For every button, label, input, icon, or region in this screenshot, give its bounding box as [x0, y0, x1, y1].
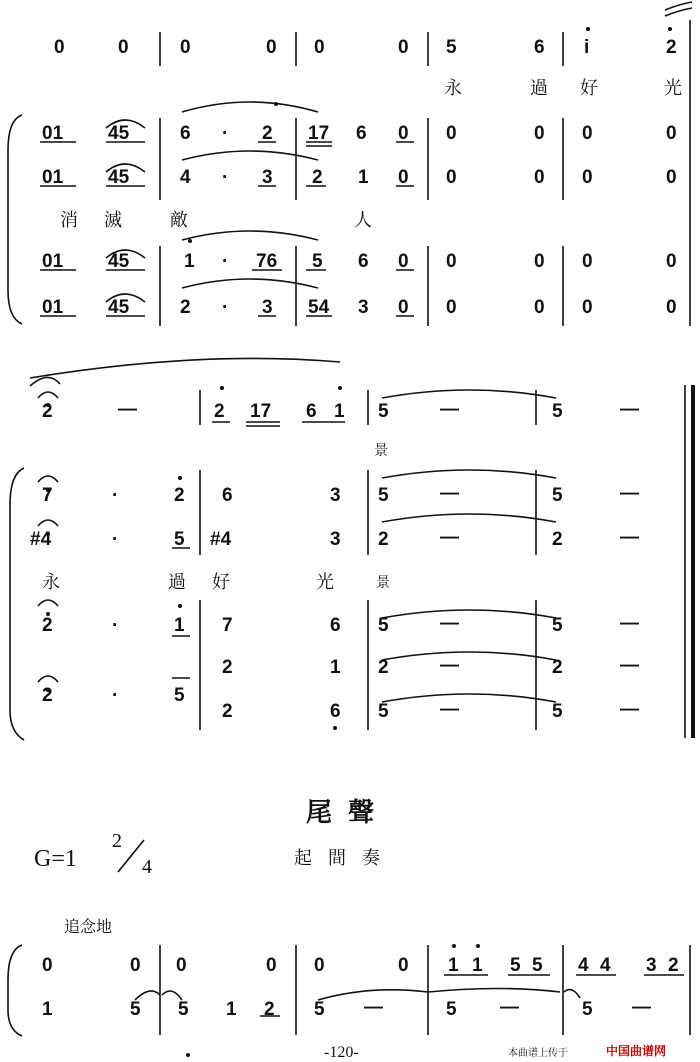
- note: ·: [112, 685, 119, 706]
- note: 5: [178, 999, 189, 1020]
- note: 2: [174, 485, 185, 506]
- note: 2: [222, 701, 233, 722]
- note: 2: [668, 955, 679, 976]
- note: 2: [214, 401, 225, 422]
- note: i: [584, 37, 590, 58]
- note: 2: [552, 529, 563, 550]
- note: 3: [330, 529, 341, 550]
- note: 1: [226, 999, 237, 1020]
- note: 0: [534, 297, 545, 318]
- note: —: [440, 483, 459, 504]
- note: 0: [180, 37, 191, 58]
- note: —: [632, 997, 651, 1018]
- note: —: [440, 699, 459, 720]
- note: 0: [42, 955, 53, 976]
- note: ·: [222, 167, 229, 188]
- note: 0: [666, 167, 677, 188]
- note: 0: [666, 123, 677, 144]
- note: 6: [306, 401, 317, 422]
- note: 2: [262, 123, 273, 144]
- note: 1: [448, 955, 459, 976]
- note: 4: [578, 955, 589, 976]
- note: 0: [534, 251, 545, 272]
- note: ·: [222, 297, 229, 318]
- note: 5: [552, 615, 563, 636]
- note: 1: [358, 167, 369, 188]
- note: 5: [314, 999, 325, 1020]
- lyric: 好: [580, 78, 598, 99]
- note: —: [440, 613, 459, 634]
- note: 0: [118, 37, 129, 58]
- note: 3: [646, 955, 657, 976]
- lyric: 滅: [104, 210, 122, 231]
- note: 0: [534, 167, 545, 188]
- note: 0: [314, 955, 325, 976]
- note: 0: [534, 123, 545, 144]
- note: 1: [174, 615, 185, 636]
- note: ·: [112, 615, 119, 636]
- lyric: 人: [354, 210, 372, 231]
- note: 2: [378, 529, 389, 550]
- note: 0: [398, 37, 409, 58]
- note: —: [620, 399, 639, 420]
- note: 5: [582, 999, 593, 1020]
- note: 2: [42, 685, 53, 706]
- note: —: [620, 699, 639, 720]
- note: 01: [42, 297, 64, 318]
- note: 3: [262, 297, 273, 318]
- note: 45: [108, 123, 130, 144]
- note: 45: [108, 167, 130, 188]
- note: —: [118, 399, 137, 420]
- note: 0: [446, 297, 457, 318]
- note: 1: [472, 955, 483, 976]
- note: —: [440, 527, 459, 548]
- note: 5: [378, 701, 389, 722]
- note: 4: [600, 955, 611, 976]
- note: 5: [552, 401, 563, 422]
- note: 6: [180, 123, 191, 144]
- note: 5: [174, 685, 185, 706]
- note: 17: [250, 401, 272, 422]
- note: 0: [398, 123, 409, 144]
- note: 2: [42, 401, 53, 422]
- note: ·: [112, 529, 119, 550]
- note: 5: [130, 999, 141, 1020]
- note: ·: [112, 485, 119, 506]
- note: 45: [108, 251, 130, 272]
- note: 6: [330, 615, 341, 636]
- note: 0: [398, 251, 409, 272]
- note: 6: [222, 485, 233, 506]
- note: 0: [666, 297, 677, 318]
- note: 01: [42, 251, 64, 272]
- note: 5: [446, 999, 457, 1020]
- note: —: [364, 997, 383, 1018]
- lyric: 景: [376, 575, 390, 591]
- time-signature-top: 2: [112, 830, 122, 852]
- note: 0: [398, 955, 409, 976]
- note: 2: [180, 297, 191, 318]
- note: 45: [108, 297, 130, 318]
- lyric: 過: [530, 78, 548, 99]
- page-number: -120-: [324, 1044, 359, 1061]
- note: 7: [42, 485, 53, 506]
- note: 5: [552, 701, 563, 722]
- note: 2: [42, 615, 53, 636]
- note: ·: [222, 123, 229, 144]
- note: 0: [130, 955, 141, 976]
- lyric: 消: [60, 210, 78, 231]
- note: 01: [42, 123, 64, 144]
- note: 2: [378, 657, 389, 678]
- note: 0: [176, 955, 187, 976]
- note: 7: [222, 615, 233, 636]
- note: 0: [266, 955, 277, 976]
- note: —: [620, 655, 639, 676]
- note: 5: [378, 401, 389, 422]
- note: 5: [378, 615, 389, 636]
- note: #4: [210, 529, 232, 550]
- note: #4: [30, 529, 52, 550]
- note: 5: [446, 37, 457, 58]
- note: 1: [184, 251, 195, 272]
- lyric: 敵: [170, 210, 188, 231]
- note: 2: [552, 657, 563, 678]
- note: 5: [532, 955, 543, 976]
- note: 2: [222, 657, 233, 678]
- note: 0: [582, 251, 593, 272]
- note: 1: [42, 999, 53, 1020]
- note: 5: [510, 955, 521, 976]
- note: 54: [308, 297, 330, 318]
- note: 0: [446, 251, 457, 272]
- note: —: [440, 399, 459, 420]
- note: 0: [54, 37, 65, 58]
- note: 0: [582, 123, 593, 144]
- note: —: [620, 527, 639, 548]
- lyric: 光: [316, 572, 334, 593]
- note: 0: [398, 297, 409, 318]
- note: 0: [446, 167, 457, 188]
- lyric: 永: [444, 78, 462, 99]
- note: 76: [256, 251, 278, 272]
- note: 4: [180, 167, 191, 188]
- lyric: 景: [374, 443, 388, 459]
- note: 2: [312, 167, 323, 188]
- note: 5: [312, 251, 323, 272]
- site-logo: 中国曲谱网: [606, 1044, 667, 1058]
- upload-note: 本曲谱上传于: [508, 1048, 568, 1059]
- lyric: 永: [42, 572, 60, 593]
- time-signature-bottom: 4: [142, 856, 152, 878]
- note: 0: [398, 167, 409, 188]
- expression-marking: 追念地: [64, 917, 113, 936]
- section-title: 尾聲: [306, 798, 391, 828]
- note: 0: [446, 123, 457, 144]
- note: 5: [174, 529, 185, 550]
- note: —: [440, 655, 459, 676]
- note: 0: [314, 37, 325, 58]
- note: 2: [666, 37, 677, 58]
- note: 5: [378, 485, 389, 506]
- note: 0: [266, 37, 277, 58]
- section-subtitle: 起間奏: [294, 848, 396, 869]
- lyric: 過: [168, 572, 186, 593]
- note: —: [500, 997, 519, 1018]
- note: 0: [582, 167, 593, 188]
- note: 17: [308, 123, 330, 144]
- note: 01: [42, 167, 64, 188]
- note: 3: [262, 167, 273, 188]
- note: 6: [358, 251, 369, 272]
- note: 0: [582, 297, 593, 318]
- note: 3: [330, 485, 341, 506]
- note: 2: [264, 999, 275, 1020]
- note: 0: [666, 251, 677, 272]
- note: 6: [330, 701, 341, 722]
- note: —: [620, 483, 639, 504]
- note: 1: [334, 401, 345, 422]
- note: 3: [358, 297, 369, 318]
- lyric: 好: [212, 572, 230, 593]
- note: 5: [552, 485, 563, 506]
- note: 1: [330, 657, 341, 678]
- note: 6: [534, 37, 545, 58]
- note: ·: [222, 251, 229, 272]
- lyric: 光: [664, 78, 682, 99]
- note: 6: [356, 123, 367, 144]
- key-signature: G=1: [34, 846, 77, 872]
- note: —: [620, 613, 639, 634]
